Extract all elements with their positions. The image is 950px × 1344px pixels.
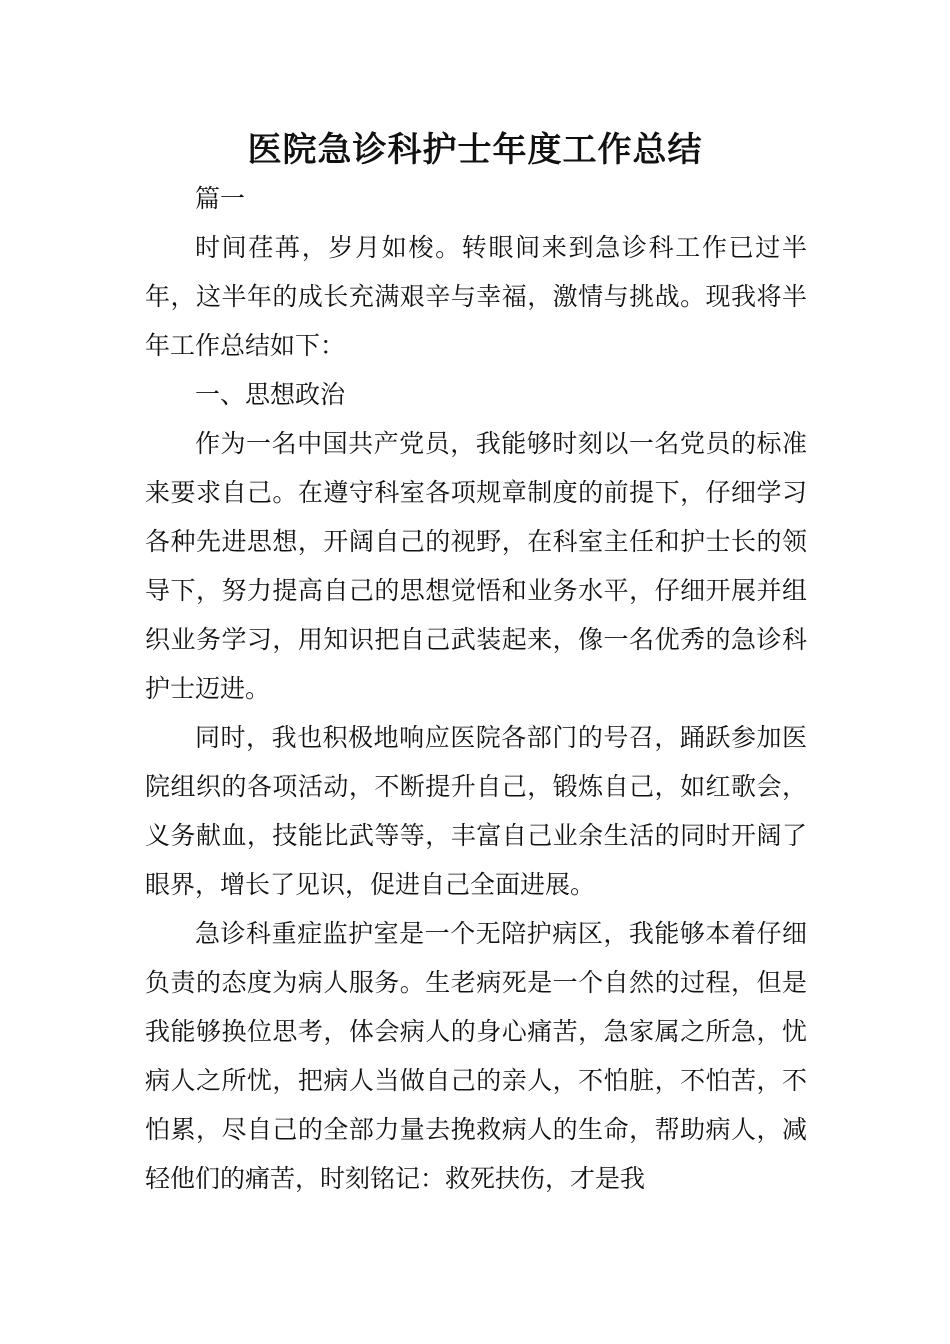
paragraph-body: 作为一名中国共产党员，我能够时刻以一名党员的标准来要求自己。在遵守科室各项规章制度的前提下，仔细学习各种先进思想，开阔自己的视野，在科室主任和护士长的领导下，努力提高自己的思想觉悟和业务水平，仔细开展并组织业务学习，用知识把自己武装起来，像一名优秀的急诊科护士迈进。 bbox=[145, 429, 807, 703]
paragraph-body: 急诊科重症监护室是一个无陪护病区，我能够本着仔细负责的态度为病人服务。生老病死是一个自然的过程，但是我能够换位思考，体会病人的身心痛苦，急家属之所急，忧病人之所忧，把病人当做自己的亲人，不怕脏，不怕苦，不怕累，尽自己的全部力量去挽救病人的生命，帮助病人，减轻他们的痛苦，时刻铭记：救死扶伤，才是我 bbox=[145, 919, 807, 1193]
section-label: 篇一 bbox=[195, 184, 246, 213]
document-title: 医院急诊科护士年度工作总结 bbox=[247, 130, 703, 170]
paragraph-body: 同时，我也积极地响应医院各部门的号召，踊跃参加医院组织的各项活动，不断提升自己，锻炼自己，如红歌会，义务献血，技能比武等等，丰富自己业余生活的同时开阔了眼界，增长了见识，促进自己全面进展。 bbox=[145, 723, 807, 899]
paragraph-intro: 时间荏苒，岁月如梭。转眼间来到急诊科工作已过半年，这半年的成长充满艰辛与幸福，激情与挑战。现我将半年工作总结如下： bbox=[145, 233, 807, 360]
section-heading: 一、思想政治 bbox=[195, 380, 346, 409]
document-body bbox=[145, 174, 807, 1203]
